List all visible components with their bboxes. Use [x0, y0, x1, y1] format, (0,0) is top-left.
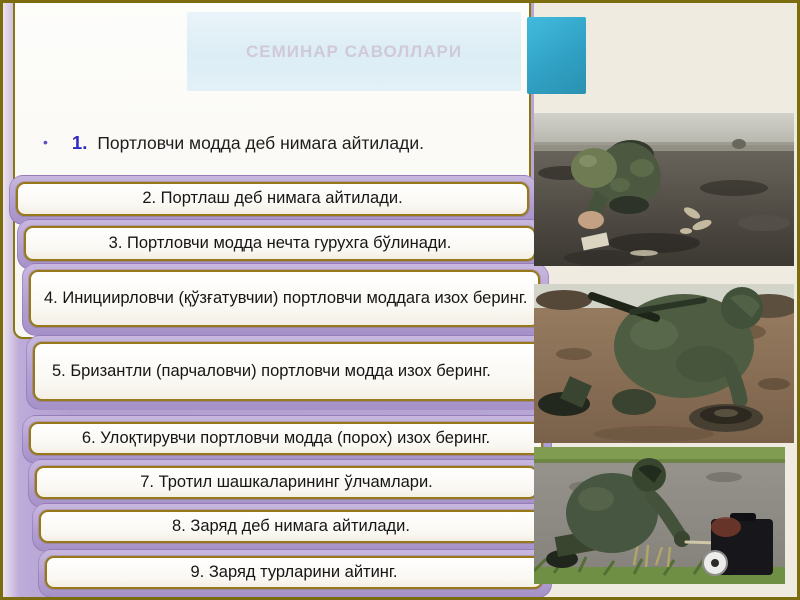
question-2-box: 2. Портлаш деб нимага айтилади.	[16, 182, 529, 216]
question-7-box: 7. Тротил шашкаларининг ўлчамлари.	[35, 466, 538, 499]
question-1-line	[43, 132, 523, 154]
accent-square	[527, 17, 586, 94]
question-1-number: 1.	[71, 132, 88, 153]
bullet-icon: •	[43, 134, 48, 150]
photo-eod-case	[534, 447, 785, 584]
question-1-text: Портловчи модда деб нимага айтилади.	[97, 133, 424, 153]
question-6-box: 6. Улоқтирувчи портловчи модда (порох) изох беринг.	[29, 422, 543, 455]
black-case	[703, 513, 773, 575]
photo-sapper-landmine	[534, 284, 794, 443]
landmine	[689, 404, 763, 432]
question-5-box: 5. Бризантли (парчаловчи) портловчи модда изох беринг.	[33, 342, 543, 401]
question-3-box: 3. Портловчи модда нечта гурухга бўлинади.	[24, 226, 536, 261]
photo-soldier-muddy-field	[534, 113, 794, 266]
question-9-box: 9. Заряд турларини айтинг.	[45, 556, 543, 589]
question-8-box: 8. Заряд деб нимага айтилади.	[39, 510, 543, 543]
slide-title: СЕМИНАР САВОЛЛАРИ	[245, 41, 463, 61]
slide-title-box	[187, 12, 521, 91]
question-4-box: 4. Инициирловчи (қўзғатувчии) портловчи моддага изох беринг.	[29, 270, 540, 327]
